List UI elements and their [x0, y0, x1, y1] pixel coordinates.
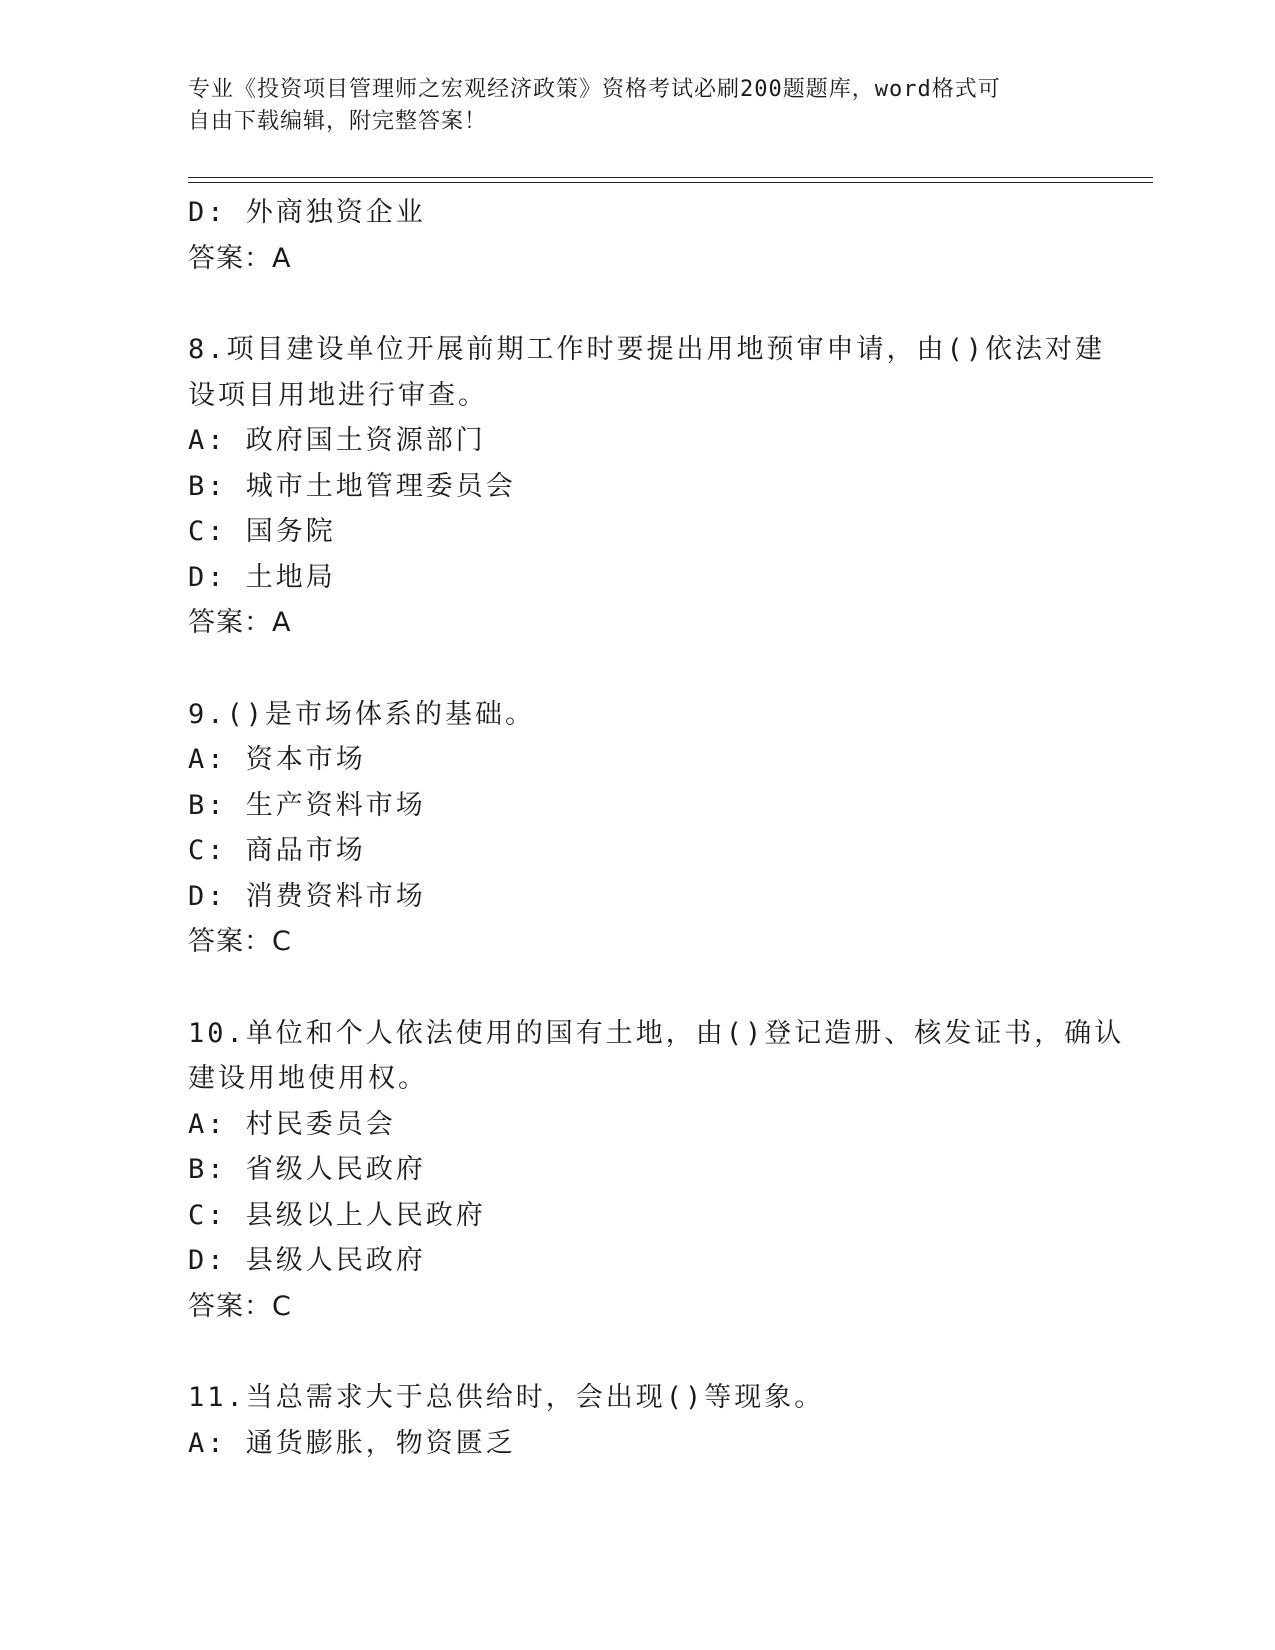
- option-b: B: 城市土地管理委员会: [188, 470, 516, 502]
- question-11: [188, 1375, 1088, 1466]
- question-text-line: 9.()是市场体系的基础。: [188, 698, 536, 730]
- option-d: D: 外商独资企业: [188, 197, 426, 228]
- answer-line: 答案：C: [188, 926, 292, 957]
- header-line-1: 专业《投资项目管理师之宏观经济政策》资格考试必刷200题题库，word格式可: [188, 77, 1001, 102]
- option-a: A: 政府国土资源部门: [188, 425, 486, 456]
- option-b: B: 省级人民政府: [188, 1154, 426, 1185]
- option-d: D: 消费资料市场: [188, 880, 426, 912]
- question-text-line: 8.项目建设单位开展前期工作时要提出用地预审申请，由()依法对建: [188, 334, 1106, 365]
- spacer: [188, 1329, 1088, 1375]
- spacer: [188, 965, 1088, 1011]
- header-line-2: 自由下载编辑，附完整答案！: [188, 109, 488, 134]
- document-header: [188, 74, 1088, 138]
- question-10: [188, 1011, 1125, 1330]
- option-b: B: 生产资料市场: [188, 789, 426, 821]
- question-list: [188, 190, 1125, 1466]
- question-text-line: 10.单位和个人依法使用的国有土地，由()登记造册、核发证书，确认: [188, 1017, 1125, 1049]
- option-c: C: 商品市场: [188, 835, 366, 866]
- option-d: D: 土地局: [188, 561, 336, 593]
- spacer: [188, 281, 1088, 327]
- option-d: D: 县级人民政府: [188, 1245, 426, 1276]
- option-c: C: 国务院: [188, 516, 336, 547]
- option-a: A: 通货膨胀，物资匮乏: [188, 1427, 516, 1459]
- question-text-line: 建设用地使用权。: [188, 1063, 428, 1094]
- question-8: [188, 327, 1106, 646]
- spacer: [188, 646, 1088, 692]
- header-rule-top: [188, 177, 1153, 178]
- question-text-line: 设项目用地进行审查。: [188, 379, 488, 411]
- answer-line: 答案：A: [188, 607, 292, 638]
- option-c: C: 县级以上人民政府: [188, 1199, 486, 1231]
- header-rule-bottom: [188, 182, 1153, 183]
- answer-line: 答案：A: [188, 242, 292, 274]
- question-9: [188, 692, 1088, 965]
- question-text-line: 11.当总需求大于总供给时，会出现()等现象。: [188, 1382, 825, 1413]
- answer-line: 答案：C: [188, 1290, 292, 1322]
- option-a: A: 村民委员会: [188, 1108, 396, 1140]
- previous-question-tail: [188, 190, 1088, 281]
- option-a: A: 资本市场: [188, 744, 366, 775]
